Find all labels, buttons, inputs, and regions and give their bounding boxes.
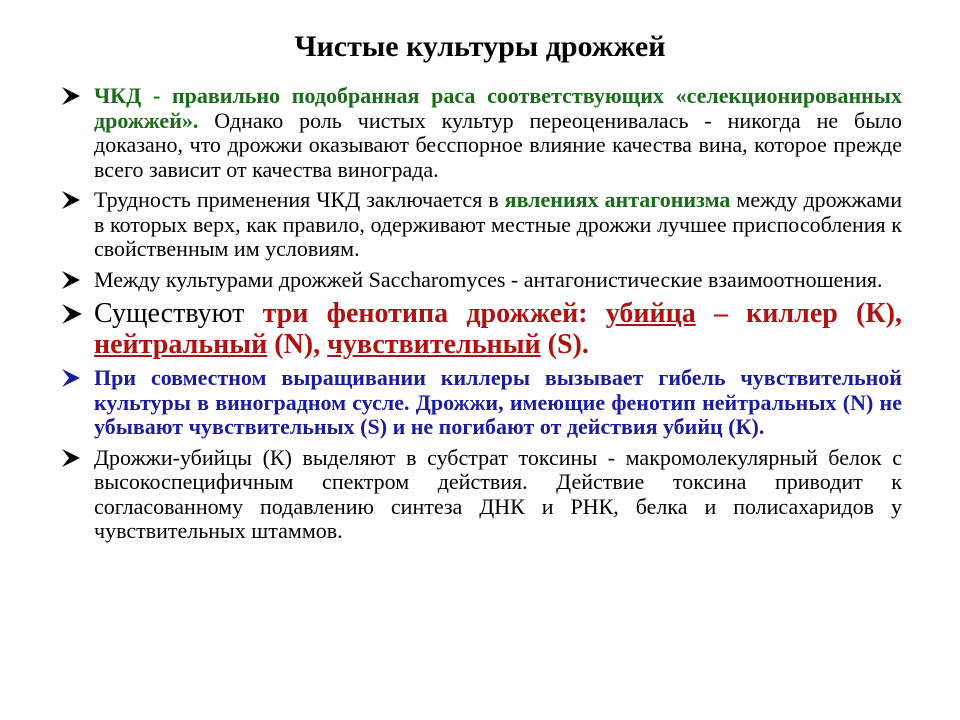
phenotype-neutral-code: (N), xyxy=(267,329,328,360)
arrow-bullet-icon xyxy=(60,269,82,291)
phenotype-killer-code: – киллер (К), xyxy=(695,298,902,329)
bullet-text: Между культурами дрожжей Saccharomyces - антагонистические взаимоотношения. xyxy=(94,266,883,292)
phenotypes-heading: три фенотипа дрожжей: xyxy=(262,298,606,329)
bullet-text: между дрожжами в которых верх, как правило, одерживают местные дрожжи лучшее приспособления к свойственным им условиям. xyxy=(94,187,902,261)
bullet-text: Однако роль чистых культур переоценивалась - никогда не было доказано, что дрожжи оказывают бесспорное влияние качества вина, которое прежде всего зависит от качества винограда. xyxy=(94,107,902,182)
phenotype-neutral: нейтральный xyxy=(94,329,268,360)
bullet-item-6 xyxy=(60,446,902,544)
arrow-bullet-icon xyxy=(60,189,82,211)
arrow-bullet-icon xyxy=(60,447,82,469)
bullet-item-3 xyxy=(60,268,902,293)
phenotype-sensitive-code: (S). xyxy=(540,329,589,360)
slide-title: Чистые культуры дрожжей xyxy=(294,30,666,63)
bullet-text: Дрожжи-убийцы (К) выделяют в субстрат токсины - макромолекулярный белок с высокоспецифичным спектром действия. Действие токсина приводит к согласованному подавлению синтеза ДНК и РНК, белка и полисахаридов у чувствительных штаммов. xyxy=(94,444,902,543)
arrow-bullet-icon xyxy=(60,302,84,326)
arrow-bullet-icon xyxy=(60,85,82,107)
phenotype-killer: убийца xyxy=(605,298,696,329)
bullet-item-4 xyxy=(60,298,902,360)
arrow-bullet-icon xyxy=(60,367,82,389)
bullet-item-2 xyxy=(60,188,902,262)
phenotype-sensitive: чувствительный xyxy=(327,329,541,360)
bullet-text: Трудность применения ЧКД заключается в xyxy=(94,187,505,212)
bullet-item-1 xyxy=(60,84,902,182)
antagonism-term: явлениях антагонизма xyxy=(504,187,731,212)
bullet-list xyxy=(60,84,902,550)
co-cultivation-text: При совместном выращивании киллеры вызывает гибель чувствительной культуры в виноградном сусле. Дрожжи, имеющие фенотип нейтральных (N) не убывают чувствительных (S) и не погибают от действия убийц (К). xyxy=(94,365,902,439)
bullet-text: Существуют xyxy=(94,298,263,329)
bullet-item-5 xyxy=(60,366,902,440)
chkd-definition: ЧКД - правильно подобранная раса соответствующих «селекционированных дрожжей». xyxy=(94,83,902,133)
